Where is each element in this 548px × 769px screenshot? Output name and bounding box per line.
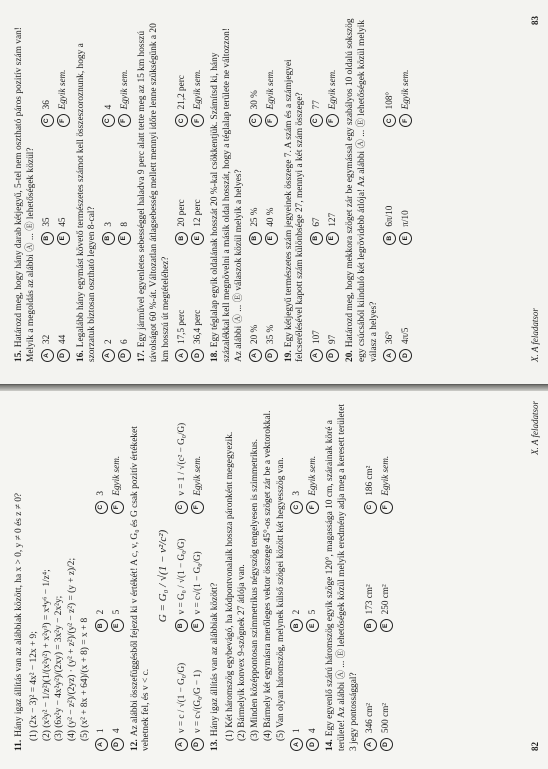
formula: G = G₀ / √(1 − v²/c²) [157, 529, 169, 623]
question-number: 15. [14, 350, 24, 362]
question-number: 19. [283, 350, 294, 362]
option-bubble: E [191, 232, 204, 245]
option-d[interactable]: D 6 [118, 251, 131, 362]
option-bubble: A [175, 738, 188, 751]
answer-options [364, 401, 393, 751]
option-d[interactable]: D 44 [57, 251, 70, 362]
option-e[interactable]: E 12 perc [191, 133, 204, 244]
option-e[interactable]: E π/10 [399, 133, 412, 244]
option-bubble: D [57, 349, 70, 362]
question-text: Egy egyenlő szárú háromszög egyik szöge 120°, magassága 10 cm, szárainak köré a területe! Az alábbi Ⓐ ... Ⓔ lehetőségek közül melyik eredmény adja meg a keresett területet 3 jegy pontossággal? [325, 404, 359, 751]
page-number: 82 [530, 742, 540, 751]
page-footer [530, 16, 540, 362]
page-83-content [14, 16, 522, 362]
page-82 [0, 385, 548, 769]
option-b[interactable]: B 35 [41, 133, 54, 244]
option-bubble: B [102, 232, 115, 245]
question-20 [345, 16, 412, 362]
footer-title: X. A feladatsor [530, 308, 540, 362]
question-14 [325, 401, 392, 751]
option-f[interactable]: F Egyik sem. [399, 16, 412, 127]
question-17 [137, 16, 204, 362]
question-text: Az alábbi összefüggésből fejezd ki v értékét! A c, v, G₀ és G csak pozitív értékeket vehetnek fel, és v < c. [129, 426, 152, 751]
statement: (1) Két háromszög egybevágó, ha kódpontvonalaik hossza páronként megegyezik. [224, 431, 235, 741]
option-bubble: D [111, 738, 124, 751]
option-c[interactable]: C 3 [95, 401, 108, 514]
statement: (5) (x² + 8x + 64)/(x + 8) = x + 8 [79, 617, 90, 741]
statement: (3) (6x²y − 4x²y²)/(2xy) = 3x²y − 2x²y; [54, 595, 65, 741]
option-bubble: F [57, 114, 70, 127]
option-b[interactable]: B 2 [95, 520, 108, 633]
statement: (4) Bármely két egymásra merőleges vektor összege 45°-os szöget zár be a vektorokkal. [262, 410, 273, 741]
question-text: Egy téglalap egyik oldalának hosszát 20 %-kal csökkentjük. Számítsd ki, hány százalékkal kell megnövelni a másik oldal hosszát, hogy a téglalap területe ne változzon! Az alábbi Ⓐ ... Ⓔ válaszok közül melyik a helyes? [210, 28, 244, 362]
option-bubble: B [175, 232, 188, 245]
option-c[interactable]: C 4 [102, 16, 115, 127]
page-83 [0, 0, 548, 384]
option-f[interactable]: F Egyik sem. [191, 401, 204, 514]
option-bubble: F [118, 114, 131, 127]
option-bubble: E [57, 232, 70, 245]
option-b[interactable]: B 173 cm² [364, 520, 377, 633]
option-bubble: D [399, 349, 412, 362]
option-bubble: E [399, 232, 412, 245]
option-bubble: B [364, 619, 377, 632]
page-number: 83 [530, 16, 540, 25]
answer-options [175, 16, 204, 362]
option-bubble: E [111, 619, 124, 632]
answer-options [290, 401, 319, 751]
page-footer [530, 401, 540, 751]
option-a[interactable]: A 1 [290, 638, 303, 751]
option-e[interactable]: E 5 [306, 520, 319, 633]
option-bubble: B [41, 232, 54, 245]
option-a[interactable]: A 17,5 perc [175, 251, 188, 362]
option-bubble: E [265, 232, 278, 245]
option-f[interactable]: F Egyik sem. [57, 16, 70, 127]
option-bubble: E [326, 232, 339, 245]
option-bubble: A [310, 349, 323, 362]
option-bubble: B [383, 232, 396, 245]
option-e[interactable]: E 40 % [265, 133, 278, 244]
statement: (1) (2x − 3)² = 4x² − 12x + 9; [28, 631, 39, 741]
option-bubble: A [249, 349, 262, 362]
option-bubble: F [326, 114, 339, 127]
option-bubble: E [306, 619, 319, 632]
option-e[interactable]: E 5 [111, 520, 124, 633]
option-bubble: F [265, 114, 278, 127]
option-c[interactable]: C 30 % [249, 16, 262, 127]
option-bubble: E [191, 619, 204, 632]
option-bubble: C [249, 114, 262, 127]
option-e[interactable]: E 45 [57, 133, 70, 244]
option-f[interactable]: F Egyik sem. [326, 16, 339, 127]
question-11 [14, 401, 124, 751]
question-number: 14. [325, 739, 336, 751]
question-number: 17. [137, 350, 147, 362]
option-d[interactable]: D 35 % [265, 251, 278, 362]
option-d[interactable]: D 4 [111, 638, 124, 751]
option-bubble: C [175, 114, 188, 127]
question-12 [130, 401, 204, 751]
option-bubble: A [364, 738, 377, 751]
option-d[interactable]: D 97 [326, 251, 339, 362]
option-f[interactable]: F Egyik sem. [380, 401, 393, 514]
option-c[interactable]: C 186 cm² [364, 401, 377, 514]
statement: (4) (y² − z²)/(2yz) · (y² + z²)/(y² − z²) = (y + z)/2; [67, 557, 77, 741]
option-bubble: F [191, 114, 204, 127]
option-b[interactable]: B 3 [102, 133, 115, 244]
option-e[interactable]: E 250 cm² [380, 520, 393, 633]
option-bubble: E [118, 232, 131, 245]
option-d[interactable]: D v = c√(G₀/G − 1) [191, 638, 204, 751]
option-d[interactable]: D 4π/5 [399, 251, 412, 362]
option-bubble: D [118, 349, 131, 362]
statement-list [29, 401, 92, 741]
option-c[interactable]: C 21,2 perc [175, 16, 188, 127]
option-e[interactable]: E 8 [118, 133, 131, 244]
option-a[interactable]: A 107 [310, 251, 323, 362]
option-a[interactable]: A 36° [383, 251, 396, 362]
page-82-content [14, 401, 522, 751]
question-text: Határozd meg, hogy mekkora szöget zár be egymással egy szabályos 10 oldalú sokszög egy csúcsából kiinduló két legrövidebb átlója! Az alábbi Ⓐ ... Ⓔ lehetőségek közül melyik válasz a helyes? [345, 18, 379, 362]
question-number: 13. [209, 739, 220, 751]
option-bubble: F [191, 501, 204, 514]
option-bubble: C [290, 501, 303, 514]
option-f[interactable]: F Egyik sem. [265, 16, 278, 127]
question-number: 18. [210, 350, 221, 362]
question-text: Egy kétjegyű természetes szám jegyeinek összege 7. A szám és a számjegyei felcserélésével kapott szám különbsége 27, mennyi a két szám összege? [283, 59, 306, 362]
option-bubble: A [175, 349, 188, 362]
option-bubble: F [306, 501, 319, 514]
option-a[interactable]: A 32 [41, 251, 54, 362]
option-bubble: B [290, 619, 303, 632]
question-19 [284, 16, 340, 362]
answer-options [102, 16, 131, 362]
option-bubble: C [41, 114, 54, 127]
option-bubble: B [249, 232, 262, 245]
option-b[interactable]: B 6π/10 [383, 133, 396, 244]
option-c[interactable]: C 108° [383, 16, 396, 127]
question-text: Hány igaz állítás van az alábbiak között, ha x > 0, y ≠ 0 és z ≠ 0? [14, 492, 24, 737]
option-d[interactable]: D 4 [306, 638, 319, 751]
option-e[interactable]: E v = c√(1 − G₀/G) [191, 520, 204, 633]
option-e[interactable]: E 127 [326, 133, 339, 244]
option-bubble: C [102, 114, 115, 127]
option-d[interactable]: D 500 cm² [380, 638, 393, 751]
question-text: Hány igaz állítás van az alábbiak között? [209, 582, 220, 737]
option-bubble: A [41, 349, 54, 362]
option-bubble: B [310, 232, 323, 245]
statement-list [225, 401, 288, 741]
option-bubble: C [175, 501, 188, 514]
option-c[interactable]: C v = 1 / √(c² − G₀/G) [175, 401, 188, 514]
answer-options [95, 401, 124, 751]
option-bubble: D [326, 349, 339, 362]
statement: (5) Van olyan háromszög, melynek külső szögei között két hegyesszög van. [275, 457, 286, 741]
footer-title: X. A feladatsor [530, 401, 540, 455]
question-number: 11. [14, 739, 24, 751]
option-bubble: C [364, 501, 377, 514]
option-bubble: A [95, 738, 108, 751]
option-bubble: C [95, 501, 108, 514]
option-a[interactable]: A 1 [95, 638, 108, 751]
option-f[interactable]: F Egyik sem. [306, 401, 319, 514]
option-a[interactable]: A v = c / √(1 − G₀/G) [175, 638, 188, 751]
option-bubble: D [191, 349, 204, 362]
statement: (2) Bármelyik konvex 9-szögnek 27 átlója van. [237, 564, 248, 741]
option-bubble: A [290, 738, 303, 751]
option-b[interactable]: B 25 % [249, 133, 262, 244]
question-text: Határozd meg, hogy hány darab kétjegyű, 5-tel nem osztható páros pozitív szám van! Melyik a megoldás az alábbi Ⓐ ... Ⓔ lehetőségek közül? [14, 27, 36, 362]
option-bubble: B [175, 619, 188, 632]
answer-options [175, 401, 204, 751]
answer-options [383, 16, 412, 362]
question-16 [76, 16, 132, 362]
option-bubble: C [383, 114, 396, 127]
answer-options [41, 16, 70, 362]
option-bubble: A [383, 349, 396, 362]
answer-options [310, 16, 339, 362]
option-a[interactable]: A 2 [102, 251, 115, 362]
question-13 [210, 401, 320, 751]
option-bubble: B [95, 619, 108, 632]
option-c[interactable]: C 77 [310, 16, 323, 127]
option-bubble: C [310, 114, 323, 127]
option-c[interactable]: C 3 [290, 401, 303, 514]
question-number: 12. [129, 739, 140, 751]
question-number: 20. [345, 350, 355, 362]
option-bubble: D [191, 738, 204, 751]
option-f[interactable]: F Egyik sem. [111, 401, 124, 514]
answer-options [249, 16, 278, 362]
option-d[interactable]: D 36,4 perc [191, 251, 204, 362]
option-bubble: D [306, 738, 319, 751]
statement: (3) Minden középpontosan szimmetrikus négyszög tengelyesen is szimmetrikus. [250, 438, 260, 741]
option-bubble: F [111, 501, 124, 514]
option-b[interactable]: B 2 [290, 520, 303, 633]
question-text: Egy járművel egyenletes sebességgel haladva 9 perc alatt tette meg az 15 km hosszú távolságot 60 %-át. Változatlan átlagsebesség mellett mennyi időre lenne szükségünk a 20 km hosszú út megtételéhez? [137, 23, 171, 362]
question-text: Legalább hány egymást követő természetes számot kell összeszoroznunk, hogy a szorzatuk biztosan osztható legyen 8-cal? [75, 43, 98, 362]
option-bubble: A [102, 349, 115, 362]
question-15 [14, 16, 70, 362]
option-b[interactable]: B 67 [310, 133, 323, 244]
option-c[interactable]: C 36 [41, 16, 54, 127]
option-f[interactable]: F Egyik sem. [191, 16, 204, 127]
option-f[interactable]: F Egyik sem. [118, 16, 131, 127]
option-b[interactable]: B 20 perc [175, 133, 188, 244]
option-bubble: F [380, 501, 393, 514]
question-18 [210, 16, 277, 362]
option-a[interactable]: A 20 % [249, 251, 262, 362]
option-bubble: F [399, 114, 412, 127]
option-b[interactable]: B v = G₀ / √(1 − G₀/G) [175, 520, 188, 633]
option-bubble: D [265, 349, 278, 362]
question-number: 16. [75, 350, 86, 362]
option-bubble: E [380, 619, 393, 632]
statement: (2) (x²y² − 1/z²)(1/(x²y²) + x²y³) = x⁴y⁶ − 1/z⁴; [41, 569, 52, 741]
option-bubble: D [380, 738, 393, 751]
option-a[interactable]: A 346 cm² [364, 638, 377, 751]
